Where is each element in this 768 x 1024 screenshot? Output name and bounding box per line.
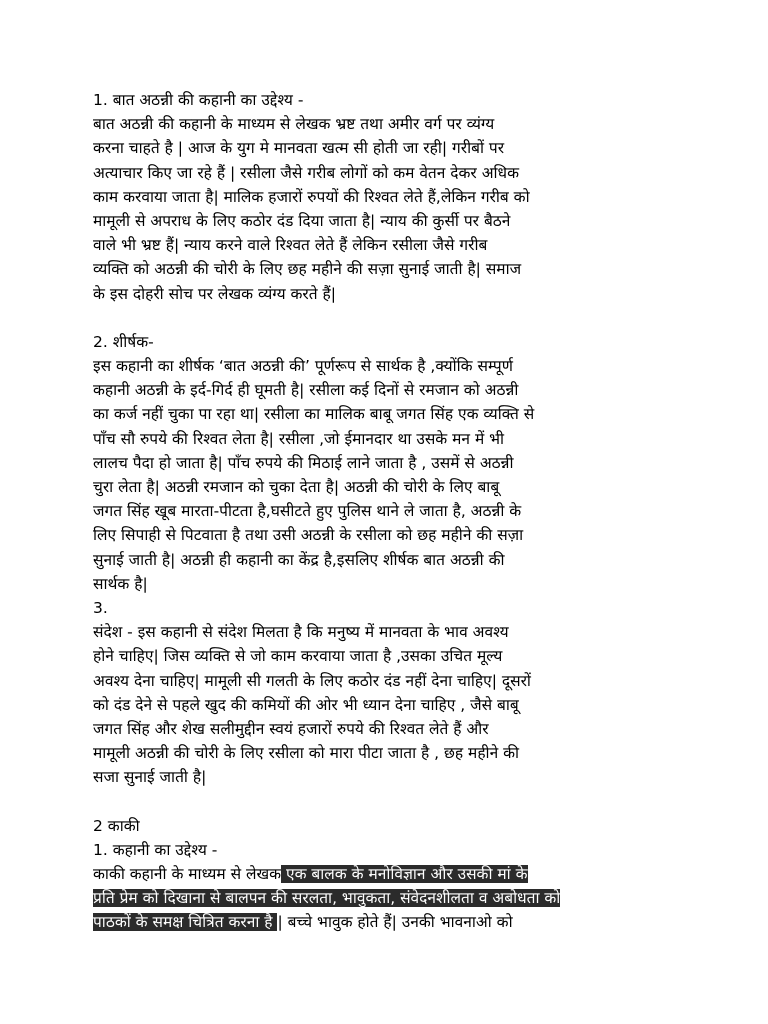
paragraph-line: सजा सुनाई जाती है| [93,768,207,787]
paragraph-line: बात अठन्नी की कहानी के माध्यम से लेखक भ्रष्ट तथा अमीर वर्ग पर व्यंग्य [93,115,495,134]
blank-line [93,306,674,330]
paragraph-line [93,910,674,934]
paragraph-line: को दंड देने से पहले खुद की कमियों की ओर भी ध्यान देना चाहिए , जैसे बाबू [93,695,519,714]
paragraph-line: के इस दोहरी सोच पर लेखक व्यंग्य करते हैं| [93,284,336,303]
section-2-heading: 2. शीर्षक- [93,332,154,351]
paragraph-line: मामूली से अपराध के लिए कठोर दंड दिया जाता है| न्याय की कुर्सी पर बैठने [93,211,511,230]
paragraph-line: अत्याचार किए जा रहे हैं | रसीला जैसे गरीब लोगों को कम वेतन देकर अधिक [93,163,519,182]
section-4-title: 2 काकी [93,816,140,835]
paragraph-line: अवश्य देना चाहिए| मामूली सी गलती के लिए कठोर दंड नहीं देना चाहिए| दूसरों [93,671,531,690]
paragraph-line: मामूली अठन्नी की चोरी के लिए रसीला को मारा पीटा जाता है , छह महीने की [93,744,520,763]
paragraph-line: पाँच सौ रुपये की रिश्वत लेता है| रसीला ,जो ईमानदार था उसके मन में भी [93,429,505,448]
blank-line [93,789,674,813]
paragraph-line: जगत सिंह और शेख सलीमुद्दीन स्वयं हजारों रुपये की रिश्वत लेते हैं और [93,719,489,738]
paragraph-line: कहानी अठन्नी के इर्द-गिर्द ही घूमती है| रसीला कई दिनों से रमजान को अठन्नी [93,381,519,400]
paragraph-line: वाले भी भ्रष्ट हैं| न्याय करने वाले रिश्वत लेते हैं लेकिन रसीला जैसे गरीब [93,236,488,255]
paragraph-line [93,886,674,910]
paragraph-line: लिए सिपाही से पिटवाता है तथा उसी अठन्नी के रसीला को छह महीने की सज़ा [93,526,524,545]
paragraph-line: व्यक्ति को अठन्नी की चोरी के लिए छह महीने की सज़ा सुनाई जाती है| समाज [93,260,522,279]
paragraph-line: सुनाई जाती है| अठन्नी ही कहानी का केंद्र है,इसलिए शीर्षक बात अठन्नी की [93,550,505,569]
plain-text: | बच्चे भावुक होते हैं| उनकी भावनाओ को [277,913,513,932]
section-4-heading: 1. कहानी का उद्देश्य - [93,840,218,859]
paragraph-line: करना चाहते है | आज के युग मे मानवता खत्म सी होती जा रही| गरीबों पर [93,139,505,158]
paragraph-line [93,862,674,886]
paragraph-line: का कर्ज नहीं चुका पा रहा था| रसीला का मालिक बाबू जगत सिंह एक व्यक्ति से [93,405,535,424]
paragraph-line: सार्थक है| [93,574,148,593]
paragraph-line: जगत सिंह खूब मारता-पीटता है,घसीटते हुए पुलिस थाने ले जाता है, अठन्नी के [93,502,522,521]
highlighted-text: पाठकों के समक्ष चित्रित करना है [93,913,278,932]
highlighted-text: एक बालक के मनोविज्ञान और उसकी मां के [281,865,528,883]
paragraph-line: चुरा लेता है| अठन्नी रमजान को चुका देता है| अठन्नी की चोरी के लिए बाबू [93,478,500,496]
paragraph-line: लालच पैदा हो जाता है| पाँच रुपये की मिठाई लाने जाता है , उसमें से अठन्नी [93,453,514,472]
paragraph-line: इस कहानी का शीर्षक ‘बात अठन्नी की’ पूर्णरूप से सार्थक है ,क्योंकि सम्पूर्ण [93,357,513,376]
highlighted-text: प्रति प्रेम को दिखाना से बालपन की सरलता, भावुकता, संवेदनशीलता व अबोधता को [93,889,561,908]
paragraph-line: संदेश - इस कहानी से संदेश मिलता है कि मनुष्य में मानवता के भाव अवश्य [93,623,509,642]
section-1-heading: 1. बात अठन्नी की कहानी का उद्देश्य - [93,91,304,109]
section-3-heading: 3. [93,598,108,617]
paragraph-line: होने चाहिए| जिस व्यक्ति से जो काम करवाया जाता है ,उसका उचित मूल्य [93,647,503,666]
plain-text: काकी कहानी के माध्यम से लेखक [93,865,282,883]
paragraph-line: काम करवाया जाता है| मालिक हजारों रुपयों की रिश्वत लेते हैं,लेकिन गरीब को [93,187,530,206]
